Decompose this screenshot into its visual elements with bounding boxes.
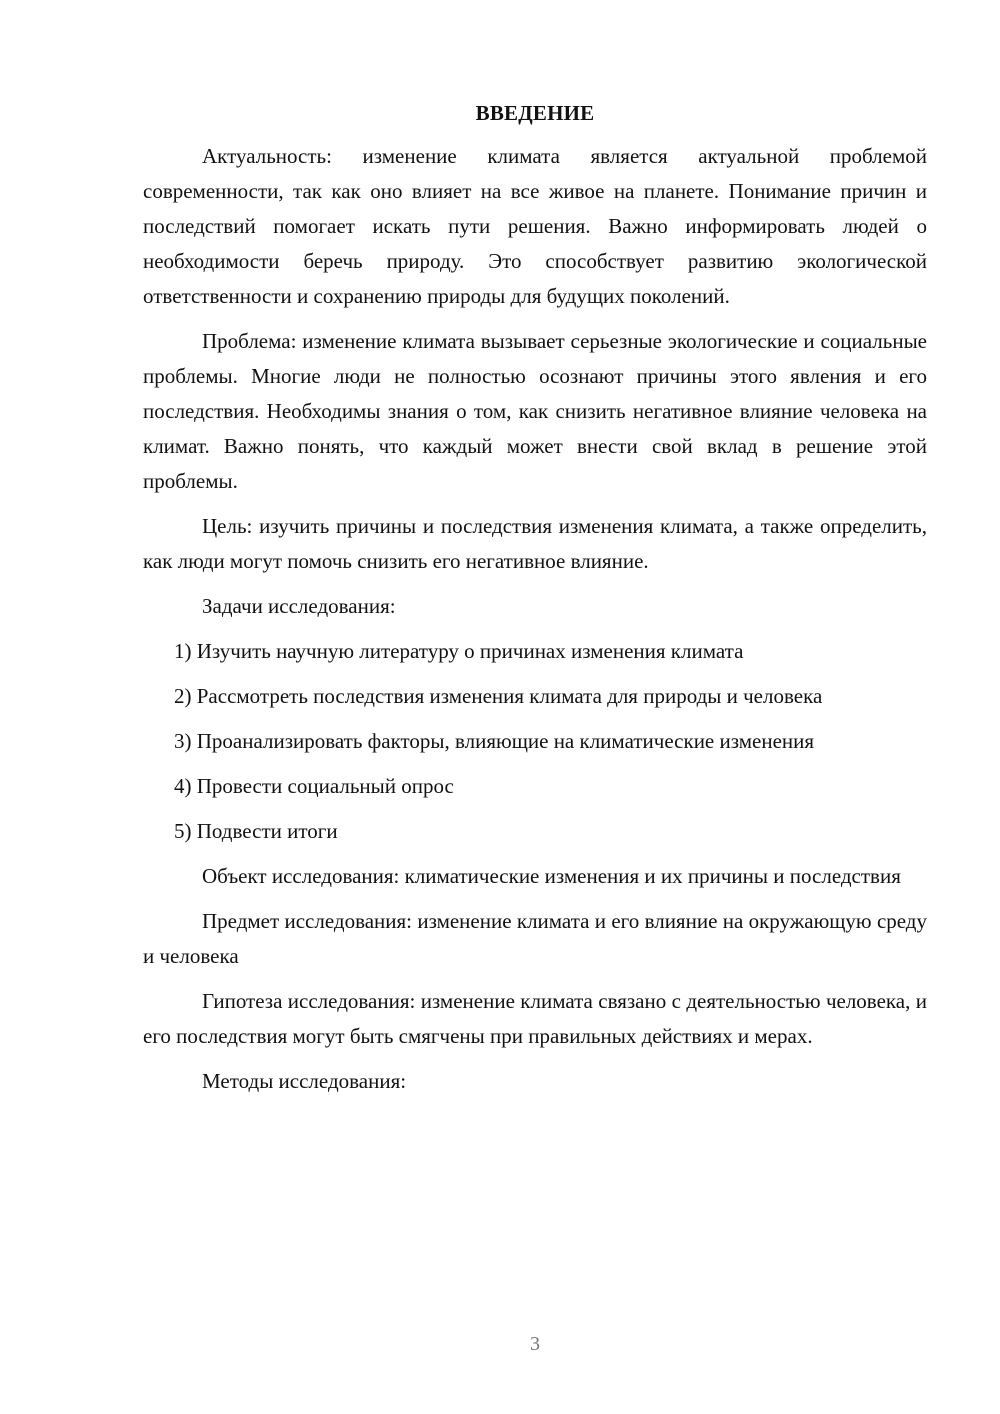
research-subject-paragraph: Предмет исследования: изменение климата и его влияние на окружающую среду и человека <box>143 909 927 968</box>
section-title: ВВЕДЕНИЕ <box>475 101 595 125</box>
task-item-3: 3) Проанализировать факторы, влияющие на климатические изменения <box>174 729 815 753</box>
task-item-4: 4) Провести социальный опрос <box>174 774 454 798</box>
hypothesis-paragraph: Гипотеза исследования: изменение климата связано с деятельностью человека, и его последствия могут быть смягчены при правильных действиях и мерах. <box>143 989 927 1048</box>
relevance-paragraph: Актуальность: изменение климата является актуальной проблемой современности, так как оно влияет на все живое на планете. Понимание причин и последствий помогает искать пути решения. Важно информировать людей о необходимости беречь природу. Это способствует развитию экологической ответственности и сохранению природы для будущих поколений. <box>143 144 927 308</box>
research-object-paragraph: Объект исследования: климатические изменения и их причины и последствия <box>202 864 901 888</box>
task-item-2: 2) Рассмотреть последствия изменения климата для природы и человека <box>174 684 823 708</box>
page-content <box>143 96 927 1109</box>
task-item-5: 5) Подвести итоги <box>174 819 338 843</box>
methods-heading: Методы исследования: <box>202 1069 407 1093</box>
problem-paragraph: Проблема: изменение климата вызывает серьезные экологические и социальные проблемы. Многие люди не полностью осознают причины этого явления и его последствия. Необходимы знания о том, как снизить негативное влияние человека на климат. Важно понять, что каждый может внести свой вклад в решение этой проблемы. <box>143 329 927 493</box>
goal-paragraph: Цель: изучить причины и последствия изменения климата, а также определить, как люди могут помочь снизить его негативное влияние. <box>143 514 927 573</box>
tasks-heading: Задачи исследования: <box>202 594 396 618</box>
task-item-1: 1) Изучить научную литературу о причинах изменения климата <box>174 639 744 663</box>
page-number: 3 <box>530 1333 540 1355</box>
